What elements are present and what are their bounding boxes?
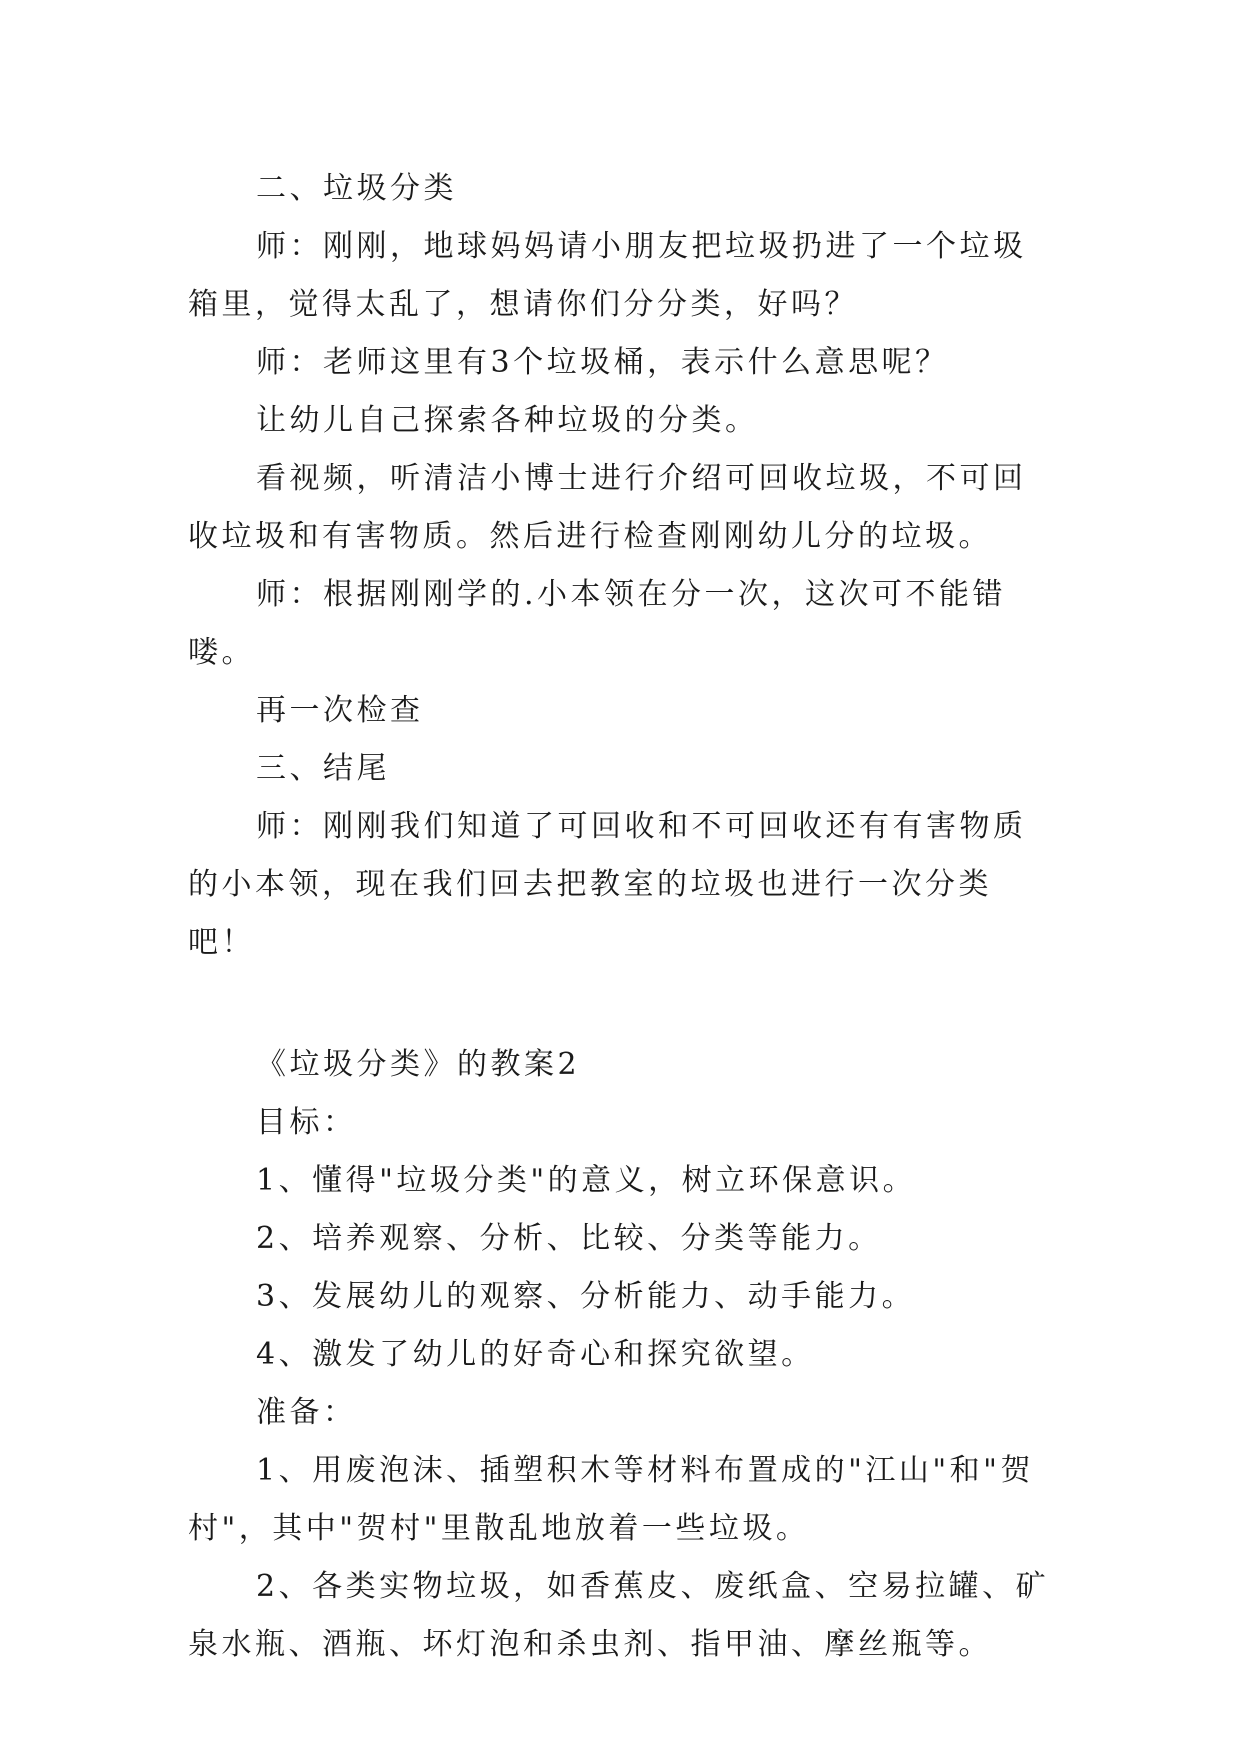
paragraph: 再一次检查	[256, 693, 424, 728]
list-item: 1、懂得"垃圾分类"的意义，树立环保意识。	[256, 1163, 917, 1198]
section-spacer	[188, 972, 1058, 1036]
section-heading: 目标：	[256, 1105, 357, 1140]
document-body	[188, 160, 1058, 1674]
list-item: 4、激发了幼儿的好奇心和探究欲望。	[256, 1337, 815, 1372]
list-item: 2、培养观察、分析、比较、分类等能力。	[256, 1221, 882, 1256]
document-title: 《垃圾分类》的教案2	[256, 1047, 581, 1082]
paragraph: 师：根据刚刚学的.小本领在分一次，这次可不能错喽。	[188, 577, 1007, 670]
paragraph: 师：刚刚，地球妈妈请小朋友把垃圾扔进了一个垃圾箱里，觉得太乱了，想请你们分分类，好吗？	[188, 229, 1027, 322]
list-item: 1、用废泡沫、插塑积木等材料布置成的"江山"和"贺村"，其中"贺村"里散乱地放着一些垃圾。	[188, 1453, 1034, 1546]
list-item: 2、各类实物垃圾，如香蕉皮、废纸盒、空易拉罐、矿泉水瓶、酒瓶、坏灯泡和杀虫剂、指甲油、摩丝瓶等。	[188, 1569, 1050, 1662]
paragraph: 让幼儿自己探索各种垃圾的分类。	[256, 403, 759, 438]
paragraph: 师：刚刚我们知道了可回收和不可回收还有有害物质的小本领，现在我们回去把教室的垃圾也进行一次分类吧！	[188, 809, 1027, 960]
section-heading: 二、垃圾分类	[256, 171, 457, 206]
paragraph: 看视频，听清洁小博士进行介绍可回收垃圾，不可回收垃圾和有害物质。然后进行检查刚刚幼儿分的垃圾。	[188, 461, 1027, 554]
section-heading: 三、结尾	[256, 751, 390, 786]
section-heading: 准备：	[256, 1395, 357, 1430]
paragraph: 师：老师这里有3个垃圾桶，表示什么意思呢？	[256, 345, 949, 380]
list-item: 3、发展幼儿的观察、分析能力、动手能力。	[256, 1279, 916, 1314]
